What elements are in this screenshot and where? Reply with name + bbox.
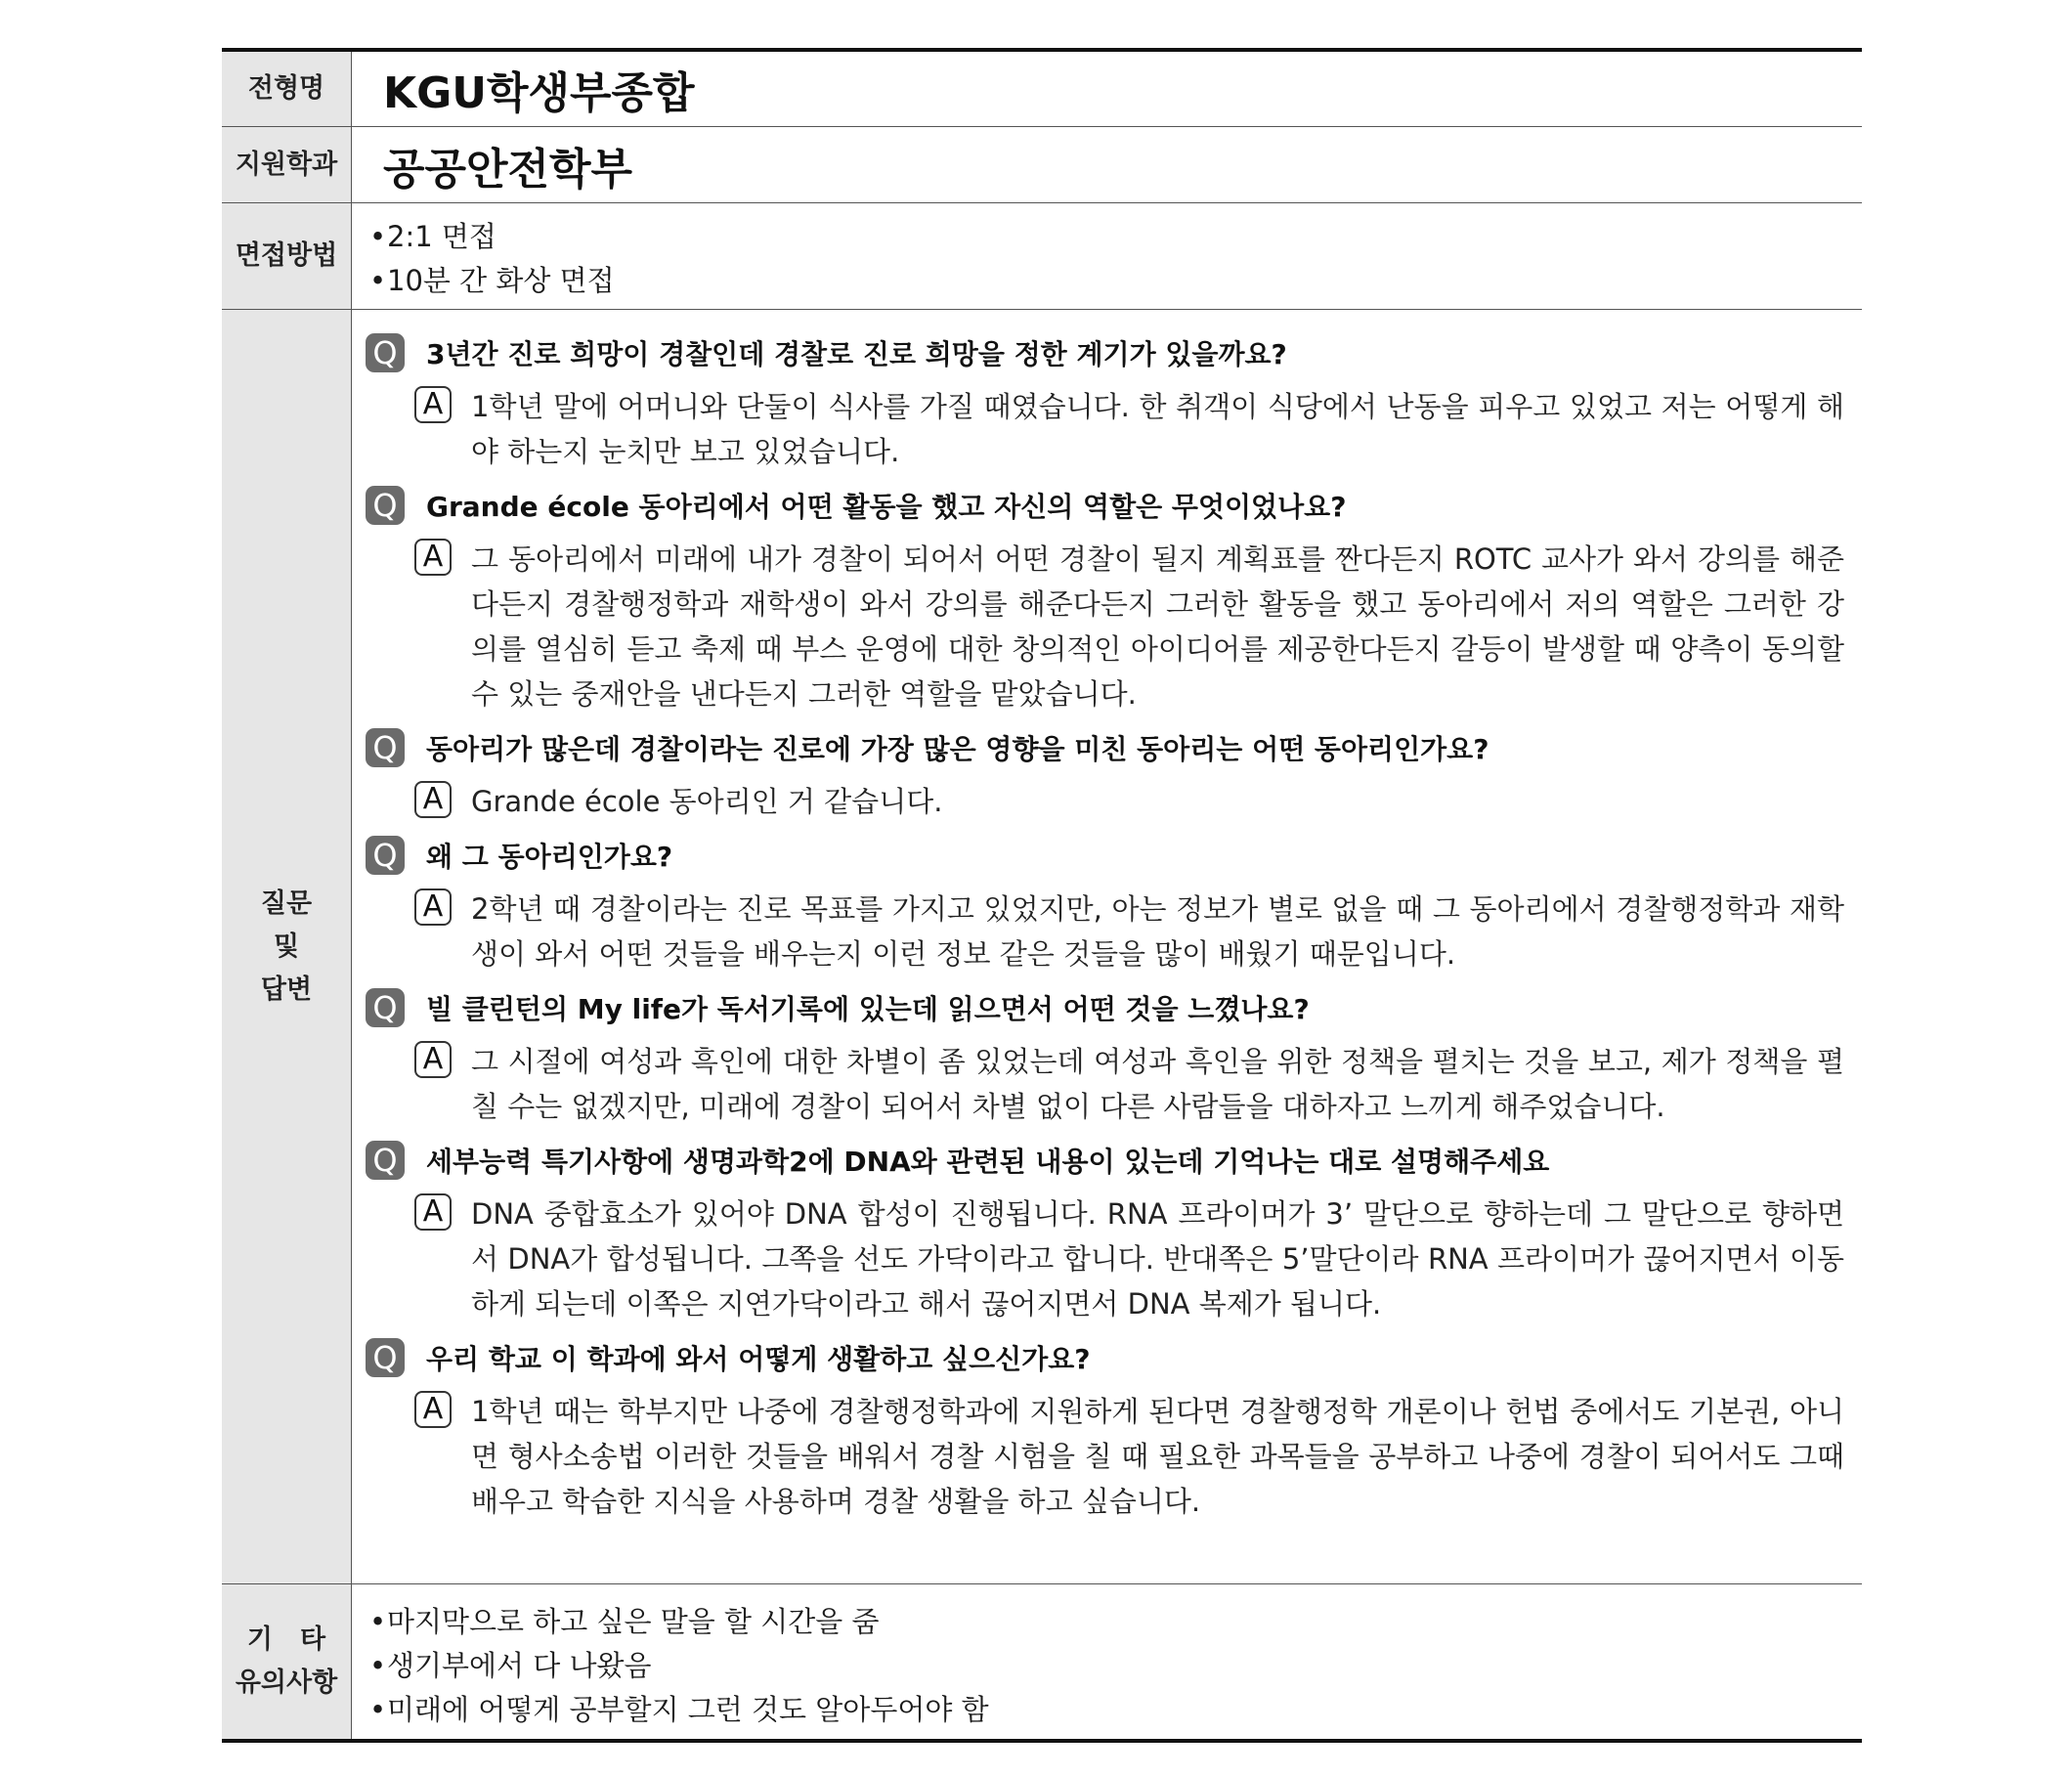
question-badge-icon: Q — [366, 1338, 405, 1377]
qa-item — [366, 984, 1844, 1129]
admission-type-value: KGU학생부종합 — [383, 68, 695, 118]
qa-list — [352, 310, 1862, 1583]
bullet-icon: • — [369, 1605, 387, 1638]
qa-item — [366, 1334, 1844, 1524]
question — [366, 482, 1844, 529]
admission-type-label: 전형명 — [222, 52, 352, 126]
qa-item — [366, 724, 1844, 824]
answer-text: DNA 중합효소가 있어야 DNA 합성이 진행됩니다. RNA 프라이머가 3’ 말단으로 향하는데 그 말단으로 향하면서 DNA가 합성됩니다. 그쪽을 선도 가닥이라고 합니다. 반대쪽은 5’말단이라 RNA 프라이머가 끊어지면서 이동하게 되는데 이쪽은 지연가닥이라고 해서 끊어지면서 DNA 복제가 됩니다. — [471, 1197, 1844, 1321]
interview-method-label: 면접방법 — [222, 203, 352, 309]
row-admission-type — [222, 52, 1862, 127]
answer-text: 그 시절에 여성과 흑인에 대한 차별이 좀 있었는데 여성과 흑인을 위한 정책을 펼치는 것을 보고, 제가 정책을 펼칠 수는 없겠지만, 미래에 경찰이 되어서 차별 없이 다른 사람들을 대하자고 느끼게 해주었습니다. — [471, 1045, 1844, 1123]
notes-label — [222, 1584, 352, 1739]
question-text: 우리 학교 이 학과에 와서 어떻게 생활하고 싶으신가요? — [426, 1343, 1091, 1375]
qa-label-line: 답변 — [260, 974, 313, 1005]
qa-item — [366, 329, 1844, 474]
note-item-text: 미래에 어떻게 공부할지 그런 것도 알아두어야 함 — [387, 1693, 989, 1726]
answer-text: Grande école 동아리인 거 같습니다. — [471, 785, 943, 818]
answer-badge-icon: A — [414, 888, 452, 926]
question-text: 왜 그 동아리인가요? — [426, 841, 673, 873]
department-label: 지원학과 — [222, 127, 352, 202]
notes-list — [352, 1584, 1862, 1739]
row-other-notes — [222, 1584, 1862, 1739]
question — [366, 984, 1844, 1031]
qa-item — [366, 482, 1844, 716]
question — [366, 329, 1844, 376]
answer-badge-icon: A — [414, 539, 452, 576]
question — [366, 1137, 1844, 1184]
qa-label-line: 및 — [273, 931, 300, 962]
question-text: 동아리가 많은데 경찰이라는 진로에 가장 많은 영향을 미친 동아리는 어떤 동아리인가요? — [426, 733, 1489, 765]
answer — [414, 1389, 1844, 1524]
interview-method-list — [352, 203, 1862, 309]
question-text: 빌 클린턴의 My life가 독서기록에 있는데 읽으면서 어떤 것을 느꼈나요? — [426, 993, 1310, 1025]
row-department — [222, 127, 1862, 203]
question-badge-icon: Q — [366, 836, 405, 875]
question — [366, 832, 1844, 879]
list-item — [369, 1600, 1844, 1644]
notes-label-top: 기타 — [246, 1624, 354, 1655]
answer — [414, 1039, 1844, 1129]
department-value: 공공안전학부 — [383, 144, 633, 195]
list-item — [369, 1644, 1844, 1688]
answer — [414, 887, 1844, 976]
bullet-icon: • — [369, 220, 387, 253]
list-item — [369, 259, 1844, 303]
bullet-icon: • — [369, 1649, 387, 1682]
question-badge-icon: Q — [366, 728, 405, 767]
answer-text: 그 동아리에서 미래에 내가 경찰이 되어서 어떤 경찰이 될지 계획표를 짠다든지 ROTC 교사가 와서 강의를 해준다든지 경찰행정학과 재학생이 와서 강의를 해준다든지 그러한 활동을 했고 동아리에서 저의 역할은 그러한 강의를 열심히 듣고 축제 때 부스 운영에 대한 창의적인 아이디어를 제공한다든지 갈등이 발생할 때 양측이 동의할 수 있는 중재안을 낸다든지 그러한 역할을 맡았습니다. — [471, 542, 1844, 711]
qa-label — [222, 310, 352, 1583]
answer — [414, 384, 1844, 474]
method-item-text: 2:1 면접 — [387, 220, 496, 253]
question-badge-icon: Q — [366, 333, 405, 372]
note-item-text: 마지막으로 하고 싶은 말을 할 시간을 줌 — [387, 1605, 880, 1638]
answer-badge-icon: A — [414, 1041, 452, 1078]
answer — [414, 1191, 1844, 1326]
question — [366, 724, 1844, 771]
answer — [414, 537, 1844, 716]
question — [366, 1334, 1844, 1381]
answer-badge-icon: A — [414, 781, 452, 818]
qa-item — [366, 832, 1844, 976]
qa-label-line: 질문 — [260, 888, 313, 919]
answer-badge-icon: A — [414, 1391, 452, 1428]
answer-badge-icon: A — [414, 1193, 452, 1231]
bullet-icon: • — [369, 264, 387, 297]
answer-text: 1학년 말에 어머니와 단둘이 식사를 가질 때였습니다. 한 취객이 식당에서 난동을 피우고 있었고 저는 어떻게 해야 하는지 눈치만 보고 있었습니다. — [471, 390, 1844, 468]
notes-label-bottom: 유의사항 — [235, 1668, 338, 1698]
answer — [414, 779, 1844, 824]
question-badge-icon: Q — [366, 1141, 405, 1180]
question-badge-icon: Q — [366, 988, 405, 1027]
method-item-text: 10분 간 화상 면접 — [387, 264, 615, 297]
list-item — [369, 215, 1844, 259]
question-badge-icon: Q — [366, 486, 405, 525]
answer-badge-icon: A — [414, 386, 452, 423]
note-item-text: 생기부에서 다 나왔음 — [387, 1649, 652, 1682]
question-text: 3년간 진로 희망이 경찰인데 경찰로 진로 희망을 정한 계기가 있을까요? — [426, 338, 1287, 370]
question-text: Grande école 동아리에서 어떤 활동을 했고 자신의 역할은 무엇이었나요? — [426, 491, 1347, 523]
question-text: 세부능력 특기사항에 생명과학2에 DNA와 관련된 내용이 있는데 기억나는 대로 설명해주세요 — [426, 1146, 1550, 1178]
bullet-icon: • — [369, 1693, 387, 1726]
qa-item — [366, 1137, 1844, 1326]
list-item — [369, 1688, 1844, 1732]
row-interview-method — [222, 203, 1862, 310]
answer-text: 2학년 때 경찰이라는 진로 목표를 가지고 있었지만, 아는 정보가 별로 없을 때 그 동아리에서 경찰행정학과 재학생이 와서 어떤 것들을 배우는지 이런 정보 같은 것들을 많이 배웠기 때문입니다. — [471, 892, 1844, 971]
interview-record-table — [222, 48, 1862, 1743]
row-questions-answers — [222, 310, 1862, 1584]
answer-text: 1학년 때는 학부지만 나중에 경찰행정학과에 지원하게 된다면 경찰행정학 개론이나 헌법 중에서도 기본권, 아니면 형사소송법 이러한 것들을 배워서 경찰 시험을 칠 때 필요한 과목들을 공부하고 나중에 경찰이 되어서도 그때 배우고 학습한 지식을 사용하며 경찰 생활을 하고 싶습니다. — [471, 1395, 1844, 1518]
